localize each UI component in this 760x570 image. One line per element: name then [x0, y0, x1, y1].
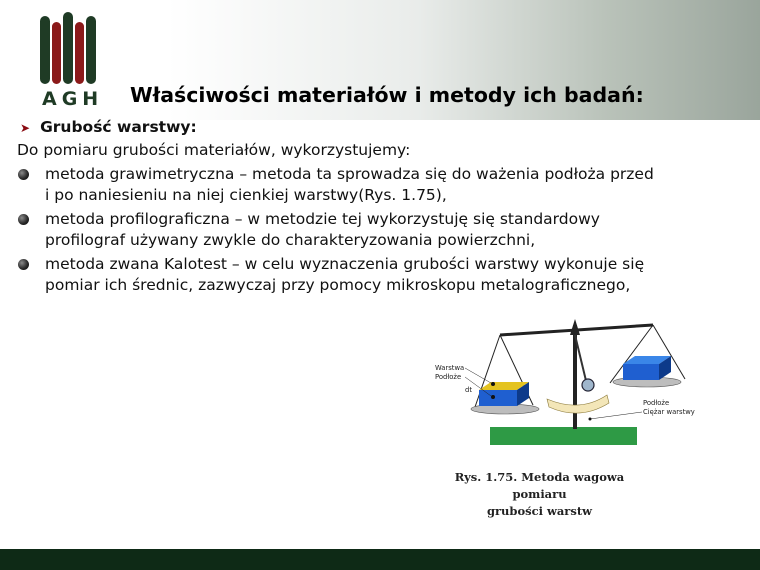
list-item-text: metoda zwana Kalotest – w celu wyznaczenia grubości warstwy wykonuje się pomiar ich średnic, zazwyczaj przy pomocy mikroskopu metalograficznego, — [45, 255, 645, 294]
page-title: Właściwości materiałów i metody ich badań: — [130, 83, 644, 107]
scale-pointer — [570, 319, 580, 335]
arrow-bullet-icon: ➤ — [20, 121, 31, 135]
label-ciezar-warstwy: Ciężar warstwy — [643, 408, 695, 416]
balance-scale-figure — [425, 315, 715, 455]
section-heading-text: Grubość warstwy: — [40, 118, 197, 136]
left-box — [479, 390, 517, 406]
agh-logo-text: AGH — [42, 88, 104, 110]
list-item-text: metoda profilograficzna – w metodzie tej wykorzystuję się standardowy profilograf używany zwykle do charakteryzowania powierzchni, — [45, 210, 600, 249]
footer-band — [0, 549, 760, 570]
list-item-text: metoda grawimetryczna – metoda ta sprowadza się do ważenia podłoża przed i po naniesieniu na niej cienkiej warstwy(Rys. 1.75), — [45, 165, 654, 204]
list-item — [18, 254, 718, 296]
section-heading — [20, 118, 197, 136]
label-dt: dt — [465, 386, 472, 394]
label-warstwa: Warstwa — [435, 364, 465, 372]
list-item — [18, 164, 718, 206]
bullet-dot-icon — [18, 259, 29, 270]
methods-list — [18, 164, 718, 299]
scale-base — [490, 427, 637, 445]
label-podloze-left: Podłoże — [435, 373, 462, 381]
scale-dial — [547, 395, 609, 413]
right-box — [623, 364, 659, 380]
bullet-dot-icon — [18, 214, 29, 225]
figure-caption: Rys. 1.75. Metoda wagowa pomiaru grubości warstw — [454, 470, 625, 518]
bullet-dot-icon — [18, 169, 29, 180]
intro-text: Do pomiaru grubości materiałów, wykorzystujemy: — [17, 141, 411, 159]
label-podloze-right: Podłoże — [643, 399, 670, 407]
list-item — [18, 209, 718, 251]
dial-knob — [582, 379, 594, 391]
